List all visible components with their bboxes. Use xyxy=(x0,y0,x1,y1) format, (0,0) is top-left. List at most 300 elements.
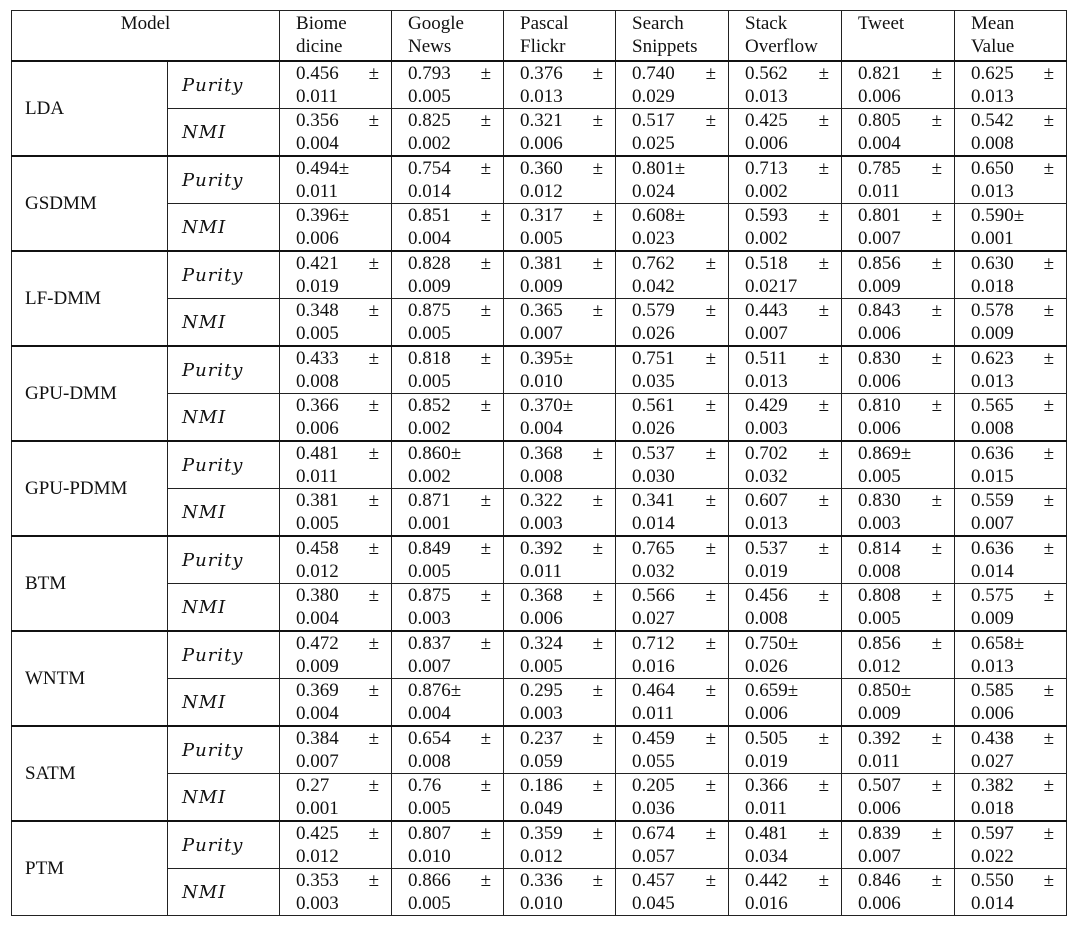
score-cell xyxy=(280,346,392,394)
plus-minus-sign: ± xyxy=(368,490,380,511)
score-cell xyxy=(842,536,955,584)
score-mean: 0.566 xyxy=(632,585,675,606)
score-cell xyxy=(392,679,504,727)
plus-minus-sign: ± xyxy=(338,205,350,226)
score-mean: 0.762 xyxy=(632,253,675,274)
score-mean: 0.542 xyxy=(971,110,1014,131)
score-mean: 0.585 xyxy=(971,680,1014,701)
score-std: 0.015 xyxy=(971,466,1014,487)
score-cell xyxy=(729,679,842,727)
plus-minus-sign: ± xyxy=(1043,728,1055,749)
score-mean-line xyxy=(745,679,841,702)
score-cell xyxy=(955,584,1067,632)
score-mean: 0.366 xyxy=(296,395,339,416)
plus-minus-sign: ± xyxy=(368,633,380,654)
score-mean-line xyxy=(520,252,615,275)
metric-name: Purity xyxy=(168,346,280,394)
score-mean-line xyxy=(520,109,615,132)
score-std: 0.012 xyxy=(520,846,563,867)
dataset-column-header xyxy=(842,11,955,62)
score-cell xyxy=(280,536,392,584)
score-mean: 0.650 xyxy=(971,158,1014,179)
score-mean-line xyxy=(296,869,391,892)
score-cell xyxy=(280,441,392,489)
score-cell xyxy=(955,251,1067,299)
plus-minus-sign: ± xyxy=(592,870,604,891)
plus-minus-sign: ± xyxy=(818,205,830,226)
score-cell xyxy=(504,536,616,584)
score-cell xyxy=(955,821,1067,869)
table-row xyxy=(12,536,1067,584)
score-mean-line xyxy=(971,442,1066,465)
score-mean: 0.712 xyxy=(632,633,675,654)
score-mean: 0.381 xyxy=(520,253,563,274)
score-std: 0.011 xyxy=(858,751,901,772)
dataset-header-line1: Pascal xyxy=(520,13,569,34)
plus-minus-sign: ± xyxy=(368,110,380,131)
plus-minus-sign: ± xyxy=(674,158,686,179)
score-cell xyxy=(729,774,842,822)
score-mean-line xyxy=(971,822,1066,845)
score-mean-line xyxy=(745,774,841,797)
dataset-header-line1: Mean xyxy=(971,13,1015,34)
score-mean: 0.384 xyxy=(296,728,339,749)
score-std: 0.022 xyxy=(971,846,1014,867)
score-mean: 0.321 xyxy=(520,110,563,131)
score-mean: 0.575 xyxy=(971,585,1014,606)
plus-minus-sign: ± xyxy=(674,205,686,226)
plus-minus-sign: ± xyxy=(705,680,717,701)
score-std: 0.009 xyxy=(971,323,1014,344)
plus-minus-sign: ± xyxy=(818,348,830,369)
score-std: 0.013 xyxy=(745,371,788,392)
score-std: 0.008 xyxy=(858,561,901,582)
score-mean-line xyxy=(296,204,391,227)
plus-minus-sign: ± xyxy=(818,870,830,891)
score-mean-line xyxy=(971,204,1066,227)
score-std: 0.012 xyxy=(520,181,563,202)
score-mean-line xyxy=(632,679,728,702)
score-mean: 0.348 xyxy=(296,300,339,321)
score-cell xyxy=(842,869,955,916)
score-std: 0.004 xyxy=(296,608,339,629)
table-row xyxy=(12,679,1067,727)
score-mean: 0.76 xyxy=(408,775,442,796)
score-cell xyxy=(504,774,616,822)
plus-minus-sign: ± xyxy=(818,823,830,844)
score-std: 0.026 xyxy=(632,323,675,344)
score-std: 0.007 xyxy=(858,228,901,249)
score-std: 0.014 xyxy=(632,513,675,534)
score-mean: 0.860 xyxy=(408,443,451,464)
score-mean: 0.856 xyxy=(858,633,901,654)
score-std: 0.011 xyxy=(520,561,563,582)
score-mean-line xyxy=(971,489,1066,512)
model-column-header: Model xyxy=(12,11,280,62)
plus-minus-sign: ± xyxy=(931,823,943,844)
score-std: 0.007 xyxy=(296,751,339,772)
metric-name: NMI xyxy=(168,774,280,822)
score-mean-line xyxy=(632,109,728,132)
score-mean-line xyxy=(745,489,841,512)
score-std: 0.006 xyxy=(296,228,339,249)
score-mean: 0.849 xyxy=(408,538,451,559)
score-mean-line xyxy=(971,774,1066,797)
score-cell xyxy=(616,394,729,442)
score-std: 0.049 xyxy=(520,798,563,819)
score-std: 0.055 xyxy=(632,751,675,772)
score-cell xyxy=(729,536,842,584)
model-name: GPU-DMM xyxy=(12,346,168,441)
score-mean-line xyxy=(858,157,954,180)
score-mean: 0.830 xyxy=(858,348,901,369)
plus-minus-sign: ± xyxy=(1043,63,1055,84)
score-cell xyxy=(280,584,392,632)
score-mean-line xyxy=(520,347,615,370)
score-mean: 0.659 xyxy=(745,680,788,701)
score-mean: 0.494 xyxy=(296,158,339,179)
score-mean-line xyxy=(632,442,728,465)
score-mean: 0.380 xyxy=(296,585,339,606)
score-mean: 0.875 xyxy=(408,585,451,606)
score-cell xyxy=(280,631,392,679)
plus-minus-sign: ± xyxy=(818,158,830,179)
plus-minus-sign: ± xyxy=(705,633,717,654)
plus-minus-sign: ± xyxy=(705,253,717,274)
score-std: 0.005 xyxy=(408,86,451,107)
score-cell xyxy=(280,679,392,727)
score-std: 0.009 xyxy=(858,703,901,724)
score-cell xyxy=(955,394,1067,442)
score-std: 0.006 xyxy=(296,418,339,439)
score-mean: 0.559 xyxy=(971,490,1014,511)
score-mean-line xyxy=(745,204,841,227)
score-cell xyxy=(842,61,955,109)
score-mean: 0.808 xyxy=(858,585,901,606)
score-mean-line xyxy=(520,157,615,180)
table-row xyxy=(12,251,1067,299)
score-mean: 0.579 xyxy=(632,300,675,321)
score-mean-line xyxy=(408,299,503,322)
score-cell xyxy=(280,204,392,252)
metric-name: NMI xyxy=(168,869,280,916)
score-mean-line xyxy=(632,394,728,417)
plus-minus-sign: ± xyxy=(705,63,717,84)
score-mean-line xyxy=(408,252,503,275)
plus-minus-sign: ± xyxy=(705,775,717,796)
plus-minus-sign: ± xyxy=(592,585,604,606)
plus-minus-sign: ± xyxy=(338,158,350,179)
score-std: 0.004 xyxy=(858,133,901,154)
plus-minus-sign: ± xyxy=(480,348,492,369)
score-cell xyxy=(504,109,616,157)
plus-minus-sign: ± xyxy=(480,823,492,844)
score-mean-line xyxy=(632,489,728,512)
score-mean: 0.456 xyxy=(745,585,788,606)
score-cell xyxy=(504,441,616,489)
score-mean: 0.837 xyxy=(408,633,451,654)
score-std: 0.029 xyxy=(632,86,675,107)
score-mean-line xyxy=(745,869,841,892)
table-row xyxy=(12,109,1067,157)
score-mean-line xyxy=(632,299,728,322)
score-cell xyxy=(392,631,504,679)
score-std: 0.006 xyxy=(745,703,788,724)
score-mean-line xyxy=(296,679,391,702)
score-cell xyxy=(280,726,392,774)
score-std: 0.006 xyxy=(858,893,901,914)
score-cell xyxy=(504,346,616,394)
score-cell xyxy=(392,394,504,442)
score-cell xyxy=(616,156,729,204)
plus-minus-sign: ± xyxy=(1043,110,1055,131)
score-mean-line xyxy=(858,679,954,702)
plus-minus-sign: ± xyxy=(931,110,943,131)
score-cell xyxy=(504,61,616,109)
score-cell xyxy=(955,156,1067,204)
score-mean: 0.869 xyxy=(858,443,901,464)
plus-minus-sign: ± xyxy=(368,680,380,701)
score-std: 0.010 xyxy=(408,846,451,867)
score-cell xyxy=(616,441,729,489)
score-mean-line xyxy=(745,442,841,465)
score-mean: 0.751 xyxy=(632,348,675,369)
score-mean: 0.425 xyxy=(745,110,788,131)
metric-name: NMI xyxy=(168,109,280,157)
dataset-column-header xyxy=(955,11,1067,62)
score-std: 0.030 xyxy=(632,466,675,487)
plus-minus-sign: ± xyxy=(705,538,717,559)
score-std: 0.008 xyxy=(296,371,339,392)
score-mean-line xyxy=(971,109,1066,132)
plus-minus-sign: ± xyxy=(818,443,830,464)
dataset-header-line1: Tweet xyxy=(858,13,905,34)
model-name: GPU-PDMM xyxy=(12,441,168,536)
table-row xyxy=(12,299,1067,347)
plus-minus-sign: ± xyxy=(818,490,830,511)
score-mean-line xyxy=(296,537,391,560)
plus-minus-sign: ± xyxy=(818,300,830,321)
plus-minus-sign: ± xyxy=(1043,585,1055,606)
plus-minus-sign: ± xyxy=(705,870,717,891)
score-mean: 0.846 xyxy=(858,870,901,891)
score-cell xyxy=(729,109,842,157)
score-std: 0.005 xyxy=(858,608,901,629)
score-mean-line xyxy=(520,822,615,845)
score-cell xyxy=(616,536,729,584)
dataset-column-header xyxy=(504,11,616,62)
score-cell xyxy=(392,441,504,489)
plus-minus-sign: ± xyxy=(480,728,492,749)
plus-minus-sign: ± xyxy=(705,490,717,511)
plus-minus-sign: ± xyxy=(787,633,799,654)
plus-minus-sign: ± xyxy=(592,205,604,226)
plus-minus-sign: ± xyxy=(1043,395,1055,416)
score-cell xyxy=(392,251,504,299)
metric-name: NMI xyxy=(168,584,280,632)
score-std: 0.059 xyxy=(520,751,563,772)
score-mean: 0.537 xyxy=(745,538,788,559)
score-cell xyxy=(842,631,955,679)
score-mean-line xyxy=(520,869,615,892)
plus-minus-sign: ± xyxy=(1043,300,1055,321)
score-std: 0.002 xyxy=(408,418,451,439)
score-cell xyxy=(504,394,616,442)
score-mean-line xyxy=(520,204,615,227)
score-std: 0.011 xyxy=(296,181,339,202)
score-cell xyxy=(729,61,842,109)
score-cell xyxy=(280,156,392,204)
score-cell xyxy=(392,536,504,584)
score-std: 0.007 xyxy=(745,323,788,344)
score-mean-line xyxy=(971,252,1066,275)
model-name: GSDMM xyxy=(12,156,168,251)
score-std: 0.001 xyxy=(408,513,451,534)
score-mean-line xyxy=(408,584,503,607)
score-mean: 0.852 xyxy=(408,395,451,416)
score-mean-line xyxy=(745,62,841,85)
score-cell xyxy=(729,584,842,632)
score-cell xyxy=(392,346,504,394)
score-mean: 0.472 xyxy=(296,633,339,654)
score-cell xyxy=(392,869,504,916)
score-mean-line xyxy=(520,679,615,702)
score-mean-line xyxy=(296,584,391,607)
score-mean-line xyxy=(858,62,954,85)
dataset-header-line2: News xyxy=(408,36,452,57)
plus-minus-sign: ± xyxy=(592,110,604,131)
score-std: 0.006 xyxy=(520,133,563,154)
score-mean: 0.27 xyxy=(296,775,330,796)
score-cell xyxy=(392,156,504,204)
score-mean: 0.429 xyxy=(745,395,788,416)
table-row xyxy=(12,774,1067,822)
score-mean: 0.740 xyxy=(632,63,675,84)
plus-minus-sign: ± xyxy=(1013,633,1025,654)
plus-minus-sign: ± xyxy=(900,443,912,464)
score-std: 0.013 xyxy=(745,513,788,534)
dataset-header-line2: Overflow xyxy=(745,36,818,57)
plus-minus-sign: ± xyxy=(1043,443,1055,464)
score-mean-line xyxy=(971,347,1066,370)
score-mean: 0.421 xyxy=(296,253,339,274)
score-cell xyxy=(842,441,955,489)
plus-minus-sign: ± xyxy=(818,395,830,416)
score-mean-line xyxy=(632,822,728,845)
score-mean: 0.433 xyxy=(296,348,339,369)
score-std: 0.003 xyxy=(858,513,901,534)
table-row xyxy=(12,441,1067,489)
score-mean-line xyxy=(971,394,1066,417)
score-mean: 0.565 xyxy=(971,395,1014,416)
score-mean-line xyxy=(520,774,615,797)
score-std: 0.008 xyxy=(520,466,563,487)
score-std: 0.057 xyxy=(632,846,675,867)
score-cell xyxy=(842,489,955,537)
score-mean-line xyxy=(408,157,503,180)
score-std: 0.003 xyxy=(520,703,563,724)
plus-minus-sign: ± xyxy=(480,205,492,226)
score-std: 0.018 xyxy=(971,276,1014,297)
score-mean-line xyxy=(745,822,841,845)
score-mean: 0.324 xyxy=(520,633,563,654)
plus-minus-sign: ± xyxy=(368,728,380,749)
score-cell xyxy=(729,631,842,679)
plus-minus-sign: ± xyxy=(1043,490,1055,511)
score-std: 0.005 xyxy=(296,323,339,344)
score-mean: 0.237 xyxy=(520,728,563,749)
score-std: 0.010 xyxy=(520,371,563,392)
score-cell xyxy=(729,489,842,537)
score-mean: 0.801 xyxy=(632,158,675,179)
score-mean-line xyxy=(745,632,841,655)
score-mean: 0.369 xyxy=(296,680,339,701)
score-mean-line xyxy=(296,442,391,465)
score-std: 0.011 xyxy=(745,798,788,819)
score-std: 0.006 xyxy=(745,133,788,154)
metric-name: Purity xyxy=(168,821,280,869)
score-std: 0.009 xyxy=(971,608,1014,629)
results-table xyxy=(11,10,1067,916)
score-mean-line xyxy=(296,299,391,322)
score-mean: 0.205 xyxy=(632,775,675,796)
score-std: 0.009 xyxy=(858,276,901,297)
score-std: 0.026 xyxy=(632,418,675,439)
score-cell xyxy=(616,61,729,109)
score-cell xyxy=(729,869,842,916)
score-std: 0.032 xyxy=(745,466,788,487)
score-mean-line xyxy=(632,632,728,655)
score-mean-line xyxy=(408,204,503,227)
plus-minus-sign: ± xyxy=(450,443,462,464)
score-std: 0.002 xyxy=(408,133,451,154)
score-mean-line xyxy=(296,62,391,85)
score-std: 0.009 xyxy=(296,656,339,677)
score-cell xyxy=(392,109,504,157)
plus-minus-sign: ± xyxy=(592,728,604,749)
score-mean-line xyxy=(408,489,503,512)
score-cell xyxy=(280,774,392,822)
score-cell xyxy=(280,394,392,442)
score-std: 0.019 xyxy=(745,561,788,582)
plus-minus-sign: ± xyxy=(592,443,604,464)
score-cell xyxy=(616,774,729,822)
score-mean: 0.801 xyxy=(858,205,901,226)
score-cell xyxy=(842,204,955,252)
score-mean-line xyxy=(858,442,954,465)
score-cell xyxy=(729,394,842,442)
score-std: 0.016 xyxy=(632,656,675,677)
plus-minus-sign: ± xyxy=(818,110,830,131)
score-std: 0.005 xyxy=(408,561,451,582)
score-mean-line xyxy=(408,347,503,370)
score-cell xyxy=(616,109,729,157)
score-cell xyxy=(955,441,1067,489)
score-std: 0.014 xyxy=(971,561,1014,582)
score-cell xyxy=(392,204,504,252)
plus-minus-sign: ± xyxy=(1043,538,1055,559)
plus-minus-sign: ± xyxy=(480,538,492,559)
score-mean-line xyxy=(408,869,503,892)
score-mean: 0.366 xyxy=(745,775,788,796)
score-cell xyxy=(616,821,729,869)
score-std: 0.009 xyxy=(408,276,451,297)
score-mean-line xyxy=(296,252,391,275)
plus-minus-sign: ± xyxy=(705,585,717,606)
table-body xyxy=(12,61,1067,916)
score-mean-line xyxy=(745,252,841,275)
score-mean: 0.442 xyxy=(745,870,788,891)
